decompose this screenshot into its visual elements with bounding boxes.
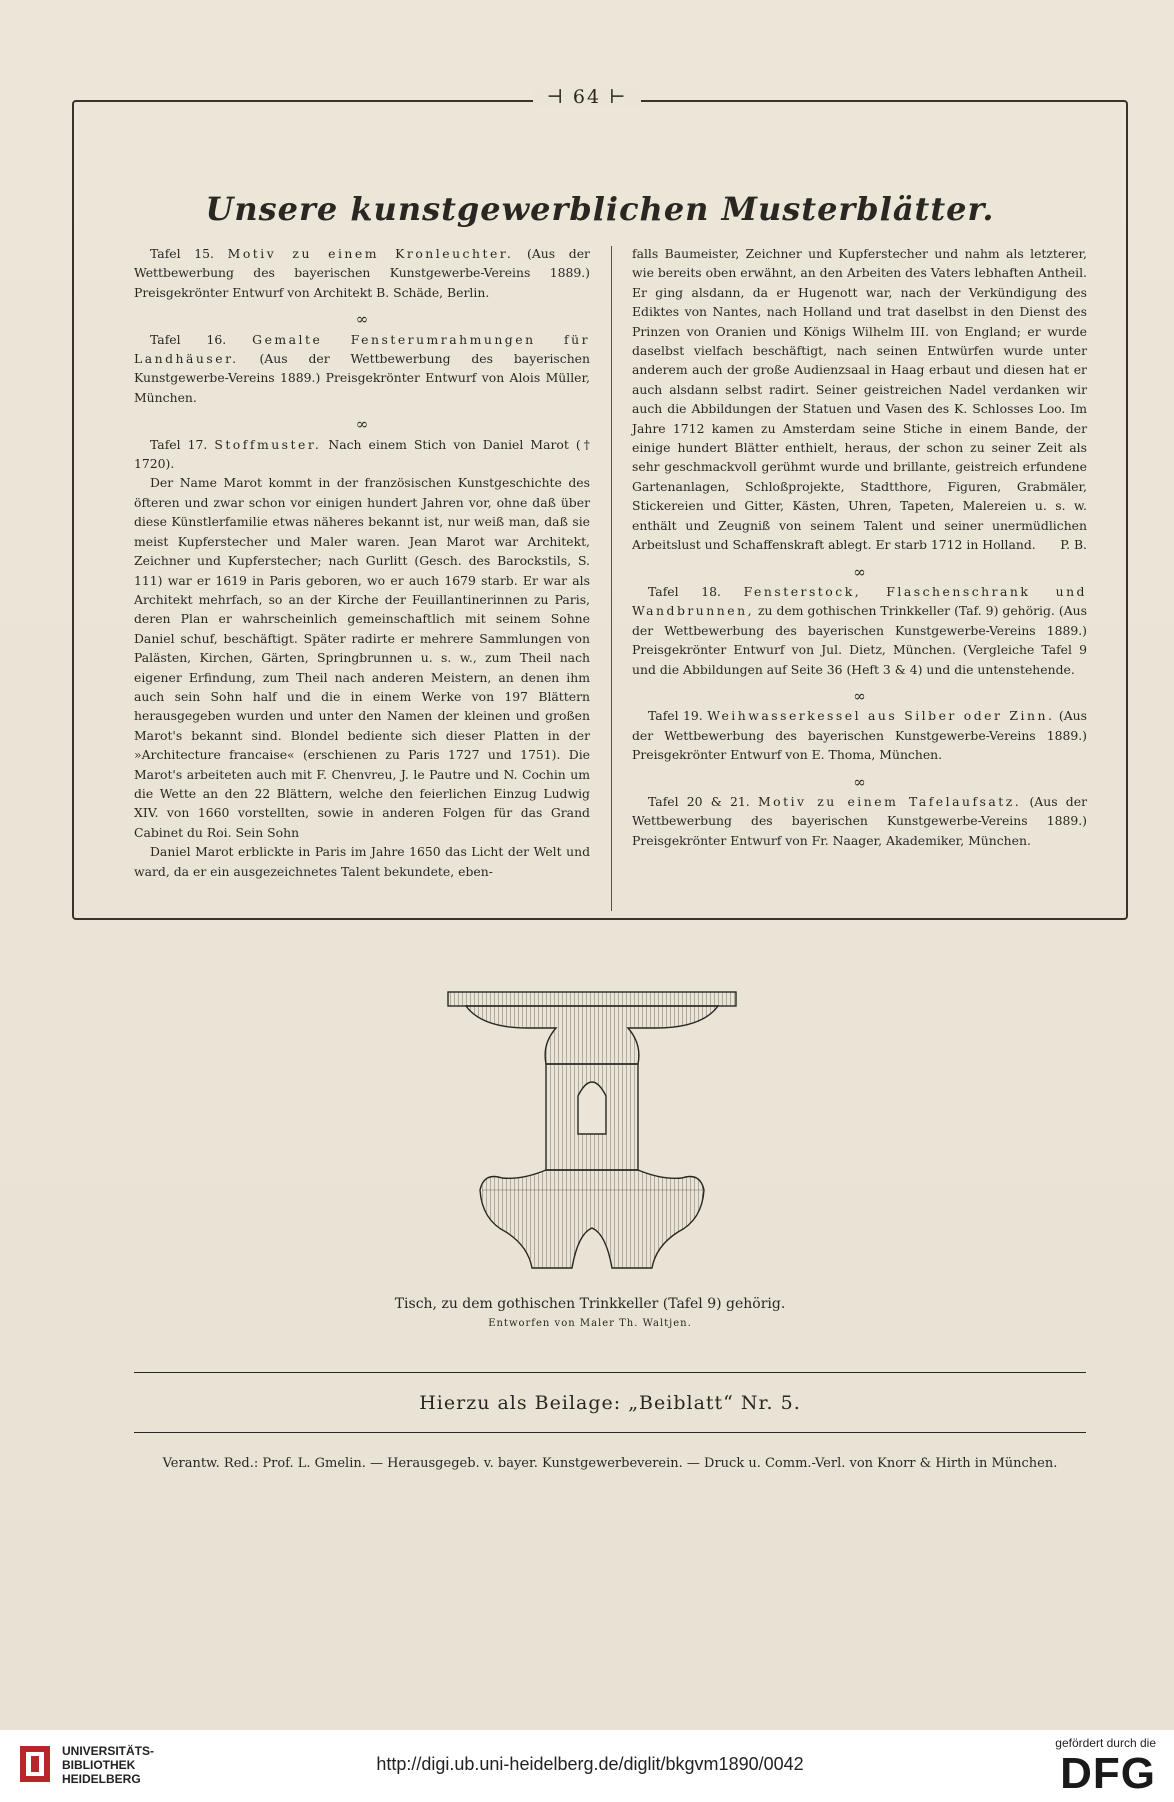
ornament-divider: ∞	[355, 415, 369, 434]
university-seal-icon	[18, 1744, 52, 1784]
column-divider	[611, 246, 612, 911]
author-signature: P. B.	[1060, 537, 1087, 553]
separator-rule	[134, 1372, 1086, 1373]
ornament-divider: ∞	[853, 562, 866, 581]
plate-17-entry: Tafel 17. Stoffmuster. Nach einem Stich von Daniel Marot († 1720).	[134, 436, 590, 472]
illustration-credit: Entworfen von Maler Th. Waltjen.	[488, 1318, 692, 1329]
plate-20-21-entry: Tafel 20 & 21. Motiv zu einem Tafelaufsatz. (Aus der Wettbewerbung des bayerischen Kunstgewerbe-Vereins 1889.) Preisgekrönter Entwurf von Fr. Naager, Akademiker, München.	[632, 793, 1087, 848]
table-illustration	[442, 984, 742, 1272]
supplement-note: Hierzu als Beilage: „Beiblatt“ Nr. 5.	[419, 1392, 801, 1414]
marot-paragraph-2: Daniel Marot erblickte in Paris im Jahre 1650 das Licht der Welt und ward, da er ein ausgezeichnetes Talent bekundete, eben-	[134, 844, 590, 879]
illustration-caption: Tisch, zu dem gothischen Trinkkeller (Tafel 9) gehörig.	[394, 1296, 786, 1312]
left-column	[134, 244, 590, 881]
right-column	[632, 244, 1087, 850]
plate-16-entry: Tafel 16. Gemalte Fensterumrahmungen für Landhäuser. (Aus der Wettbewerbung des bayerischen Kunstgewerbe-Vereins 1889.) Preisgekrönter Entwurf von Alois Müller, München.	[134, 331, 590, 405]
ornament-divider: ∞	[853, 772, 866, 791]
section-title: Unsere kunstgewerblichen Musterblätter.	[205, 190, 995, 228]
funder-label: gefördert durch die	[1055, 1736, 1156, 1750]
separator-rule	[134, 1432, 1086, 1433]
library-name: UNIVERSITÄTS- BIBLIOTHEK HEIDELBERG	[62, 1744, 155, 1786]
plate-15-entry: Tafel 15. Motiv zu einem Kronleuchter. (Aus der Wettbewerbung des bayerischen Kunstgewerbe-Vereins 1889.) Preisgekrönter Entwurf von Architekt B. Schäde, Berlin.	[134, 246, 590, 300]
marot-paragraph: Der Name Marot kommt in der französischen Kunstgeschichte des öfteren und zwar schon vor einigen hundert Jahren vor, ohne daß über diese Künstlerfamilie etwas näheres bekannt ist, nur weiß man, daß sie meist Kupferstecher und Maler waren. Jean Marot war Architekt, Zeichner und Kupferstecher; nach Gurlitt (Gesch. des Barockstils, S. 111) war er 1619 in Paris geboren, wo er auch 1679 starb. Er war als Architekt mehrfach, so an der Kirche der Feuillantinerinnen zu Paris, deren Plan er wahrscheinlich gemeinschaftlich mit seinem Sohne Daniel schuf, beschäftigt. Später radirte er mehrere Sammlungen von Palästen, Kirchen, Gärten, Springbrunnen u. s. w., zum Theil nach eigener Erfindung, zum Theil nach anderen Meistern, an denen ihm auch sein Sohn half und die in einem Werke von 197 Blättern herausgegeben wurden und unter den Namen der kleinen und großen Marot's bekannt sind. Blondel bediente sich dieser Platten in der »Architecture francaise« (erschienen zu Paris 1727 und 1751). Die Marot's arbeiteten auch mit F. Chenvreu, J. le Pautre und N. Cochin um die Wette an den 22 Blättern, welche den feierlichen Einzug Ludwig XIV. von 1660 vorstellten, sowie in anderen Folgen für das Grand Cabinet du Roi. Sein Sohn	[134, 475, 590, 840]
permalink[interactable]: http://digi.ub.uni-heidelberg.de/diglit/bkgvm1890/0042	[376, 1754, 804, 1774]
ornament-divider: ∞	[853, 686, 866, 705]
plate-19-entry: Tafel 19. Weihwasserkessel aus Silber oder Zinn. (Aus der Wettbewerbung des bayerischen Kunstgewerbe-Vereins 1889.) Preisgekrönter Entwurf von E. Thoma, München.	[632, 708, 1087, 763]
dfg-logo: DFG	[1060, 1749, 1156, 1798]
ornament-divider: ∞	[355, 310, 369, 329]
plate-18-entry: Tafel 18. Fensterstock, Flaschenschrank und Wandbrunnen, zu dem gothischen Trinkkeller (Taf. 9) gehörig. (Aus der Wettbewerbung des bayerischen Kunstgewerbe-Vereins 1889.) Preisgekrönter Entwurf von Jul. Dietz, München. (Vergleiche Tafel 9 und die Abbildungen auf Seite 36 (Heft 3 & 4) und die untenstehende.	[632, 583, 1087, 677]
page-number: ⊣ 64 ⊢	[0, 86, 1174, 108]
digitization-bar	[0, 1730, 1174, 1802]
imprint-footer: Verantw. Red.: Prof. L. Gmelin. — Herausgegeb. v. bayer. Kunstgewerbeverein. — Druck u. Comm.-Verl. von Knorr & Hirth in München.	[162, 1456, 1058, 1471]
marot-continuation: falls Baumeister, Zeichner und Kupferstecher und nahm als letzterer, wie bereits oben erwähnt, an den Arbeiten des Vaters lebhaften Antheil. Er ging alsdann, da er Hugenott war, nach der Verkündigung des Ediktes von Nantes, nach Holland und trat daselbst in den Dienst des Prinzen von Oranien und Königs Wilhelm III. von England; er wurde daselbst vielfach beschäftigt, nach seinen Entwürfen wurde unter anderem auch der große Audienzsaal in Haag erbaut und diesen hat er auch alsdann selbst radirt. Seiner geistreichen Nadel verdanken wir auch die Abbildungen der Statuen und Vasen des K. Schlosses Loo. Im Jahre 1712 kamen zu Amsterdam seine Stiche in einem Bande, der einige hundert Blätter enthielt, heraus, der schon zu seiner Zeit als sehr geschmackvoll gerühmt wurde und brillante, geistreich erfundene Gartenanlagen, Schloßprojekte, Stadtthore, Figuren, Grabmäler, Stickereien und Gitter, Kästen, Uhren, Tapeten, Malereien u. s. w. enthält und Zeugniß von seinem Talent und seiner unermüdlichen Arbeitslust und Schaffenskraft ablegt. Er starb 1712 in Holland. P. B.	[632, 244, 1087, 555]
